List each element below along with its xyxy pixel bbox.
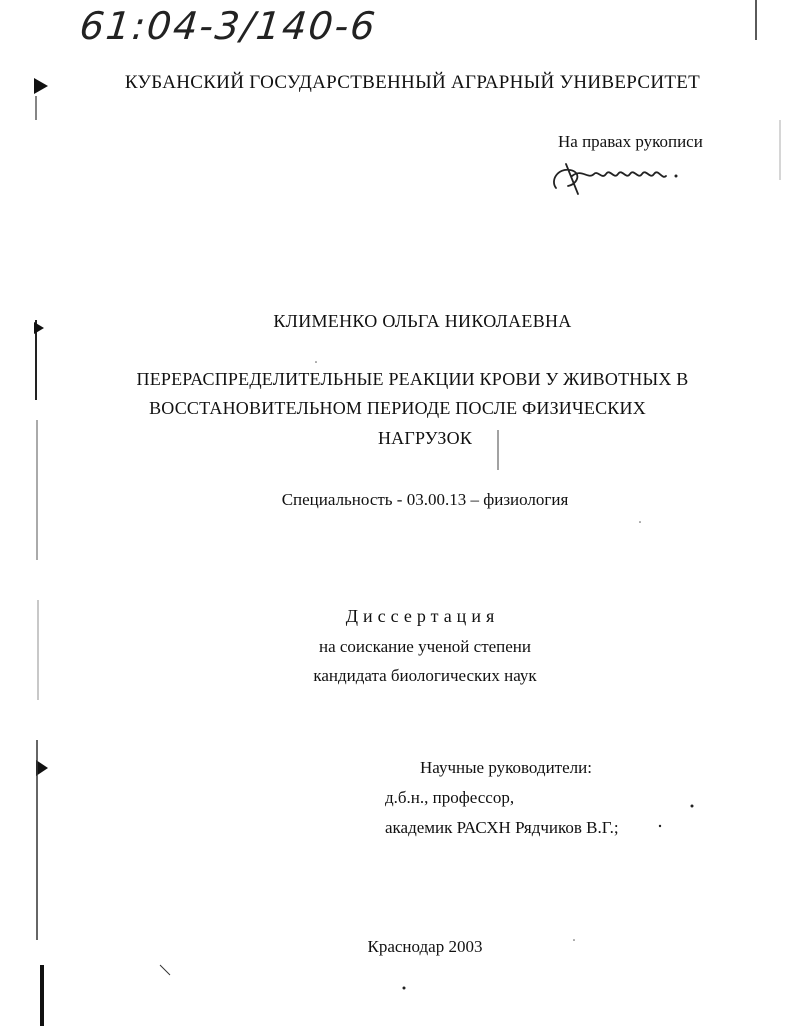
university-name: КУБАНСКИЙ ГОСУДАРСТВЕННЫЙ АГРАРНЫЙ УНИВЕРСИТЕТ: [124, 72, 701, 93]
author-name: КЛИМЕНКО ОЛЬГА НИКОЛАЕВНА: [273, 311, 572, 331]
supervisor-line: д.б.н., профессор,: [385, 788, 515, 807]
degree-line: кандидата биологических наук: [313, 666, 537, 685]
thesis-title-line: НАГРУЗОК: [377, 428, 473, 448]
dissertation-heading: Диссертация: [345, 606, 500, 626]
archive-code: 61:04-3/140-6: [77, 4, 379, 48]
signature: [548, 150, 688, 198]
specialty: Специальность - 03.00.13 – физиология: [281, 490, 569, 509]
city-year: Краснодар 2003: [367, 937, 483, 956]
thesis-title-line: ПЕРЕРАСПРЕДЕЛИТЕЛЬНЫЕ РЕАКЦИИ КРОВИ У ЖИВОТНЫХ В: [136, 369, 689, 389]
thesis-title-line: ВОССТАНОВИТЕЛЬНОМ ПЕРИОДЕ ПОСЛЕ ФИЗИЧЕСКИХ: [149, 398, 646, 418]
supervisor-line: академик РАСХН Рядчиков В.Г.;: [385, 818, 619, 837]
degree-line: на соискание ученой степени: [318, 637, 532, 656]
supervisors-label: Научные руководители:: [420, 758, 592, 777]
manuscript-note: На правах рукописи: [558, 132, 703, 151]
